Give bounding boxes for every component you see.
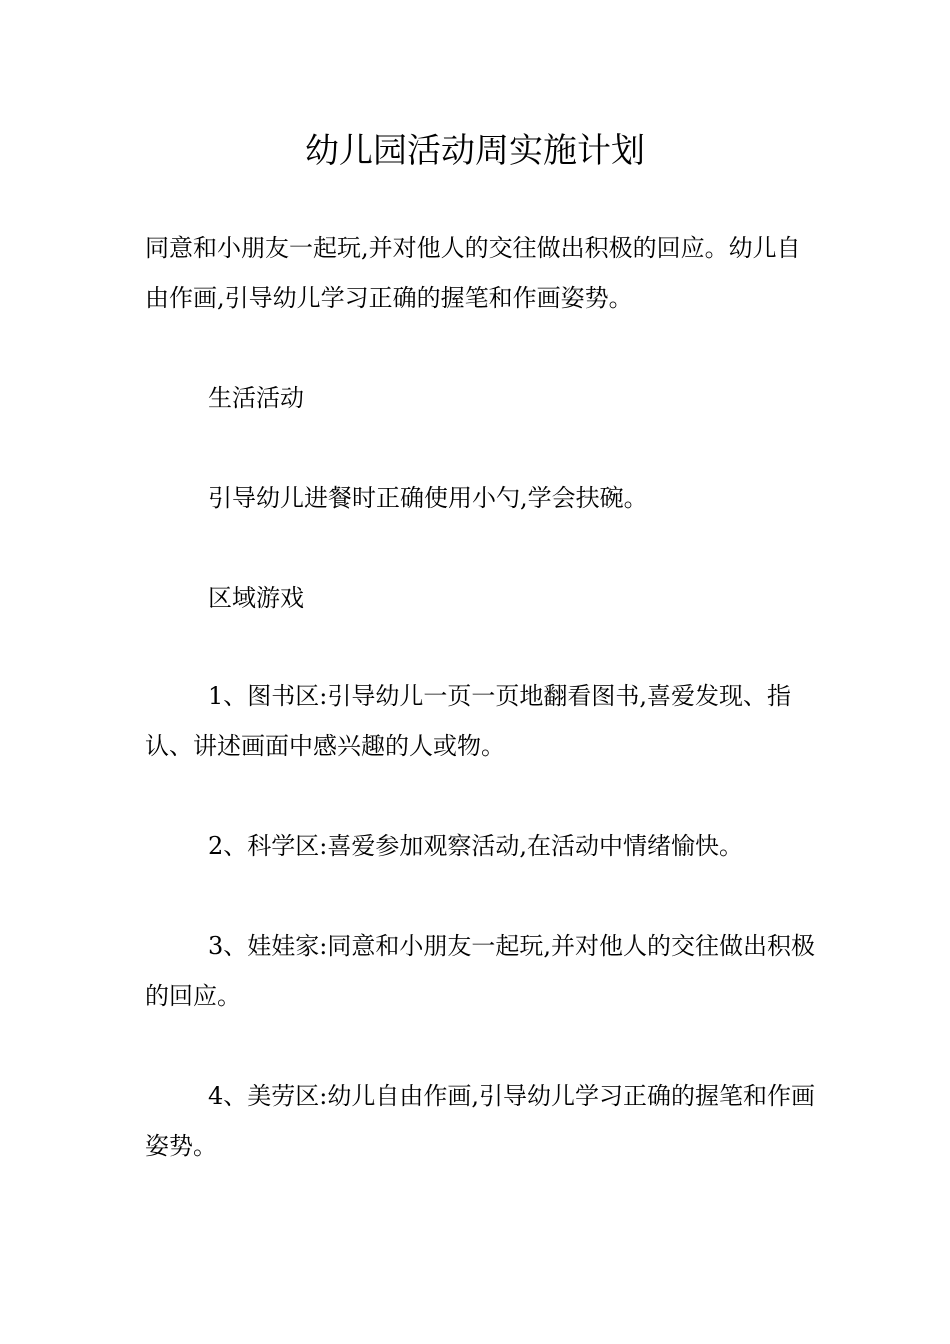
list-item-doll-house: 3、娃娃家:同意和小朋友一起玩,并对他人的交往做出积极的回应。 bbox=[145, 932, 815, 1010]
paragraph-daily-activities: 引导幼儿进餐时正确使用小勺,学会扶碗。 bbox=[208, 484, 648, 512]
list-item-library-area: 1、图书区:引导幼儿一页一页地翻看图书,喜爱发现、指认、讲述画面中感兴趣的人或物。 bbox=[145, 682, 791, 760]
list-item-art-area: 4、美劳区:幼儿自由作画,引导幼儿学习正确的握笔和作画姿势。 bbox=[145, 1082, 815, 1160]
paragraph-intro: 同意和小朋友一起玩,并对他人的交往做出积极的回应。幼儿自由作画,引导幼儿学习正确的握笔和作画姿势。 bbox=[145, 234, 801, 312]
heading-daily-activities: 生活活动 bbox=[208, 384, 304, 412]
list-item-science-area: 2、科学区:喜爱参加观察活动,在活动中情绪愉快。 bbox=[208, 832, 743, 860]
heading-area-games: 区域游戏 bbox=[208, 584, 304, 612]
document-title: 幼儿园活动周实施计划 bbox=[305, 131, 645, 171]
